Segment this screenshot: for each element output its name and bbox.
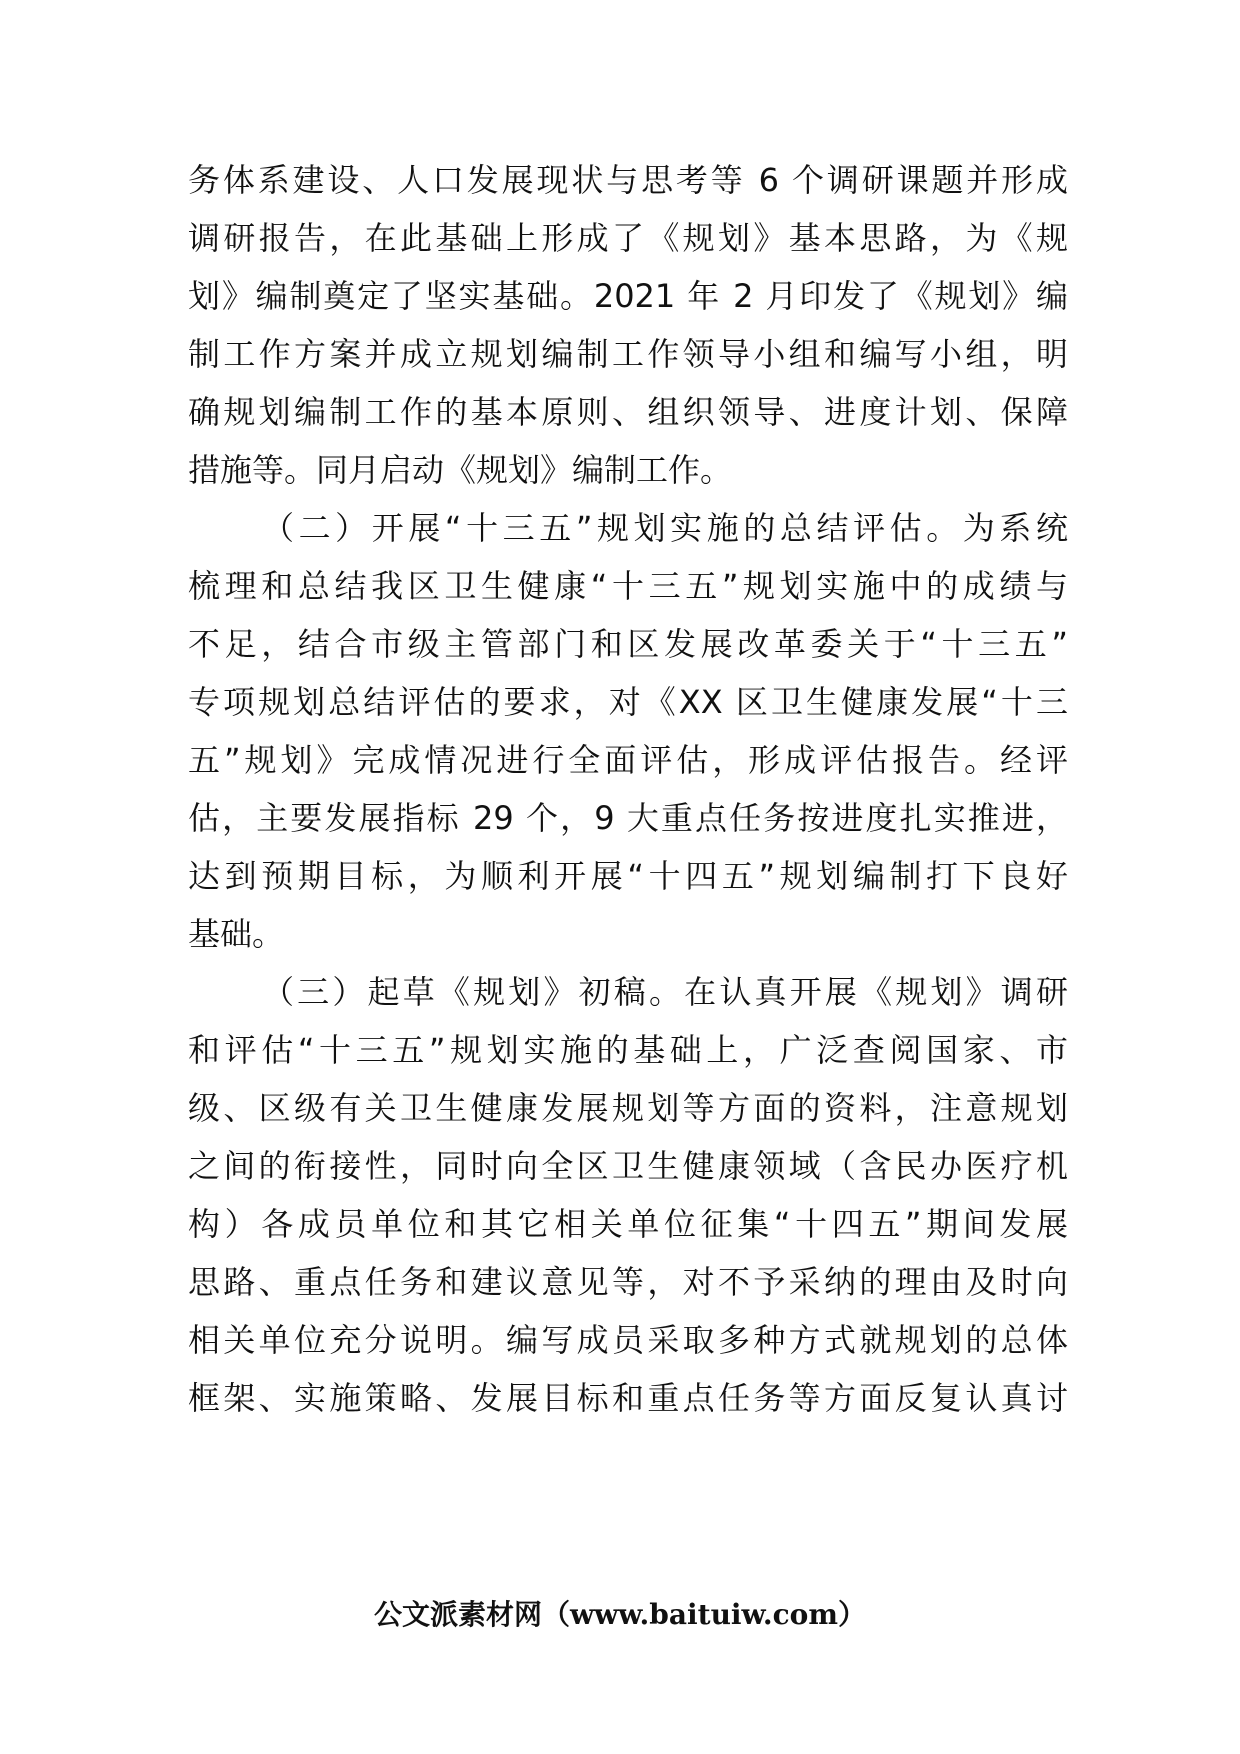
body-text-line: 构）各成员单位和其它相关单位征集“十四五”期间发展 (188, 1205, 1068, 1243)
body-text-line: 相关单位充分说明。编写成员采取多种方式就规划的总体 (188, 1321, 1068, 1359)
body-text-line: 基础。 (188, 915, 285, 953)
section-heading-line: （二）开展“十三五”规划实施的总结评估。为系统 (262, 509, 1068, 547)
page-footer-watermark: 公文派素材网（www.baituiw.com） (374, 1598, 866, 1631)
body-text-line: 制工作方案并成立规划编制工作领导小组和编写小组，明 (188, 335, 1068, 373)
body-text-line: 和评估“十三五”规划实施的基础上，广泛查阅国家、市 (188, 1031, 1068, 1069)
body-text-line: 级、区级有关卫生健康发展规划等方面的资料，注意规划 (188, 1089, 1068, 1127)
body-text-line: 梳理和总结我区卫生健康“十三五”规划实施中的成绩与 (188, 567, 1068, 605)
body-text-line: 框架、实施策略、发展目标和重点任务等方面反复认真讨 (188, 1379, 1068, 1417)
body-text-line: 达到预期目标，为顺利开展“十四五”规划编制打下良好 (188, 857, 1068, 895)
body-text-line: 之间的衔接性，同时向全区卫生健康领域（含民办医疗机 (188, 1147, 1068, 1185)
body-text-line: 调研报告，在此基础上形成了《规划》基本思路，为《规 (188, 219, 1068, 257)
section-heading-line: （三）起草《规划》初稿。在认真开展《规划》调研 (262, 973, 1068, 1011)
body-text-line: 划》编制奠定了坚实基础。2021 年 2 月印发了《规划》编 (188, 277, 1068, 315)
body-text-line: 专项规划总结评估的要求，对《XX 区卫生健康发展“十三 (188, 683, 1068, 721)
body-text-line: 务体系建设、人口发展现状与思考等 6 个调研课题并形成 (188, 161, 1068, 199)
body-text-line: 五”规划》完成情况进行全面评估，形成评估报告。经评 (188, 741, 1068, 779)
body-text-line: 估，主要发展指标 29 个，9 大重点任务按进度扎实推进， (188, 799, 1068, 837)
body-text-line: 思路、重点任务和建议意见等，对不予采纳的理由及时向 (188, 1263, 1068, 1301)
body-text-line: 不足，结合市级主管部门和区发展改革委关于“十三五” (188, 625, 1068, 663)
body-text-line: 确规划编制工作的基本原则、组织领导、进度计划、保障 (188, 393, 1068, 431)
body-text-line: 措施等。同月启动《规划》编制工作。 (188, 451, 733, 489)
